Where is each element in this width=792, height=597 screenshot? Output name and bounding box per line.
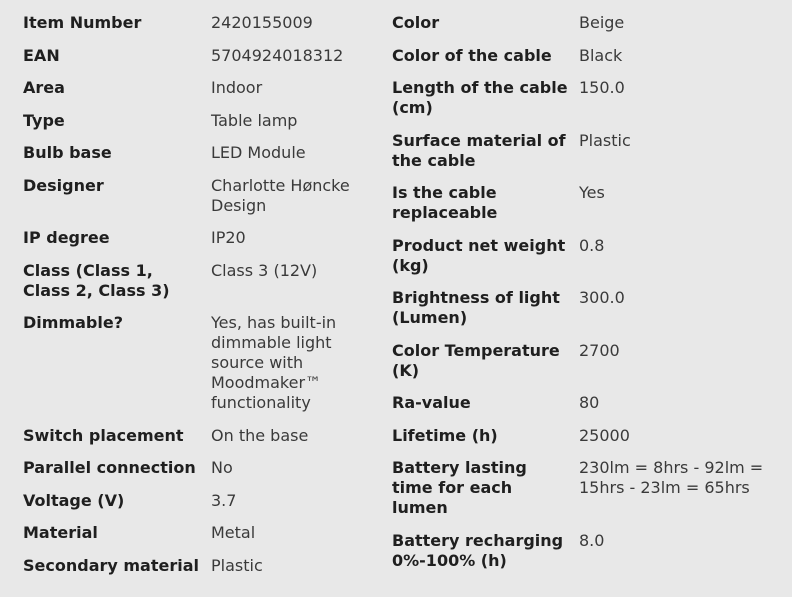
spec-row-ean (23, 46, 383, 66)
spec-row-switch-placement (23, 426, 383, 446)
spec-value: Beige (579, 13, 625, 32)
spec-row-brightness (392, 288, 782, 328)
spec-row-battery-lasting-time (392, 458, 782, 518)
spec-row-ra-value (392, 393, 782, 413)
spec-label: Item Number (23, 13, 142, 32)
spec-value: Black (579, 45, 623, 65)
spec-value: 25000 (579, 425, 630, 445)
spec-row-cable-replaceable (392, 183, 782, 223)
spec-value: Class 3 (12V) (211, 260, 318, 280)
spec-label: Material (23, 523, 98, 542)
spec-value: Indoor (211, 78, 263, 97)
spec-value: Plastic (579, 130, 631, 150)
spec-value: Charlotte Høncke Design (211, 175, 350, 215)
spec-column-left (23, 13, 383, 588)
spec-value: On the base (211, 425, 309, 445)
spec-row-ip-degree (23, 228, 383, 248)
spec-value: Plastic (211, 555, 263, 575)
spec-row-parallel-connection (23, 458, 383, 478)
spec-row-cable-surface-material (392, 131, 782, 171)
spec-label: Is the cable replaceable (392, 183, 498, 222)
spec-label: Product net weight (kg) (392, 235, 566, 275)
spec-value: 3.7 (211, 490, 237, 510)
spec-value: Table lamp (211, 110, 298, 130)
spec-row-cable-color (392, 46, 782, 66)
spec-row-item-number (23, 13, 383, 33)
spec-row-designer (23, 176, 383, 216)
spec-row-material (23, 523, 383, 543)
spec-value: 150.0 (579, 78, 625, 97)
spec-row-lifetime (392, 426, 782, 446)
spec-value: LED Module (211, 143, 306, 162)
spec-label: Class (Class 1, Class 2, Class 3) (23, 260, 170, 300)
spec-value: 80 (579, 393, 600, 412)
spec-row-secondary-material (23, 556, 383, 576)
spec-value: 2700 (579, 340, 620, 360)
spec-value: 300.0 (579, 288, 625, 307)
spec-row-color (392, 13, 782, 33)
spec-row-bulb-base (23, 143, 383, 163)
spec-value: 0.8 (579, 235, 605, 255)
spec-label: Battery lasting time for each lumen (392, 458, 527, 517)
spec-label: Dimmable? (23, 313, 123, 332)
spec-label: Designer (23, 175, 104, 195)
spec-value: Yes (579, 183, 605, 202)
spec-row-voltage (23, 491, 383, 511)
spec-label: Switch placement (23, 425, 184, 445)
spec-value: IP20 (211, 228, 246, 247)
spec-label: EAN (23, 45, 60, 65)
spec-label: Voltage (V) (23, 490, 125, 510)
spec-row-class (23, 261, 383, 301)
spec-label: Ra-value (392, 393, 471, 412)
spec-label: Surface material of the cable (392, 130, 566, 170)
spec-label: Battery recharging 0%-100% (h) (392, 530, 564, 570)
spec-row-type (23, 111, 383, 131)
spec-label: Area (23, 78, 65, 97)
spec-row-cable-length (392, 78, 782, 118)
spec-value: 5704924018312 (211, 45, 344, 65)
spec-label: Secondary material (23, 555, 200, 575)
spec-label: Brightness of light (Lumen) (392, 288, 560, 327)
spec-row-net-weight (392, 236, 782, 276)
spec-value: Metal (211, 523, 256, 542)
spec-value: 230lm = 8hrs - 92lm = 15hrs - 23lm = 65hrs (579, 458, 764, 497)
spec-label: Type (23, 110, 65, 130)
spec-label: Color of the cable (392, 45, 552, 65)
spec-value: 8.0 (579, 530, 605, 550)
spec-row-dimmable (23, 313, 383, 413)
spec-row-area (23, 78, 383, 98)
spec-label: Color Temperature (K) (392, 340, 560, 380)
spec-value: 2420155009 (211, 13, 313, 32)
spec-value: Yes, has built-in dimmable light source with Moodmaker™ functionality (211, 313, 337, 412)
spec-label: Length of the cable (cm) (392, 78, 568, 117)
spec-row-battery-recharging (392, 531, 782, 571)
spec-row-color-temperature (392, 341, 782, 381)
spec-label: Parallel connection (23, 458, 196, 477)
spec-label: Color (392, 13, 440, 32)
spec-value: No (211, 458, 233, 477)
spec-label: IP degree (23, 228, 110, 247)
spec-label: Bulb base (23, 143, 112, 162)
spec-label: Lifetime (h) (392, 425, 498, 445)
spec-column-right (392, 13, 782, 583)
